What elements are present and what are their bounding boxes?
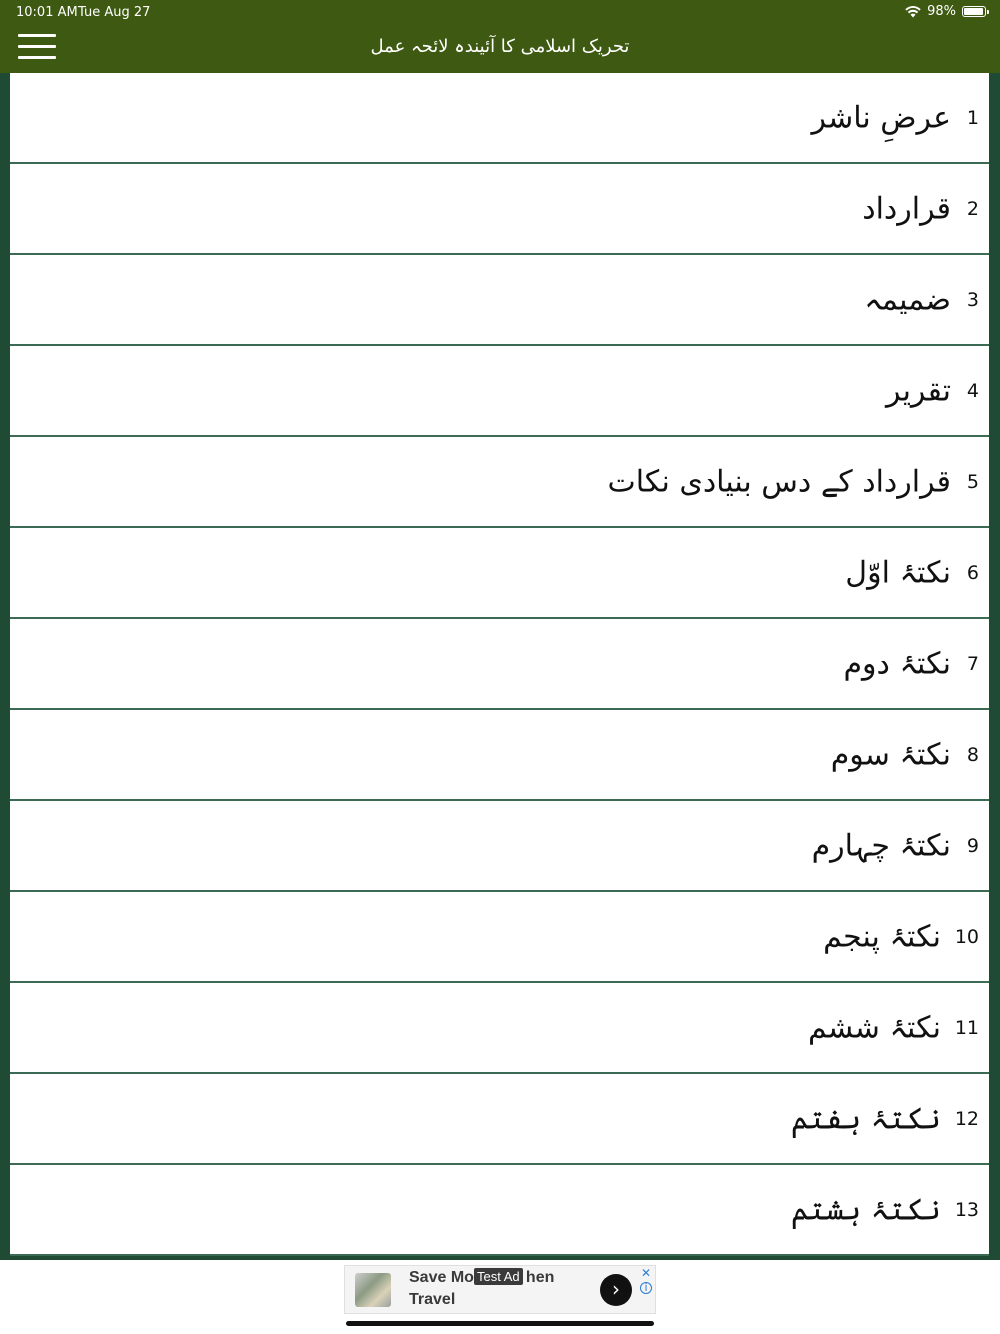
chapter-row-6[interactable]: [10, 528, 989, 619]
status-right: [905, 4, 986, 19]
chapter-title: نکتۂ اوّل: [845, 555, 951, 590]
chapter-number: 7: [966, 652, 979, 675]
chapter-title: نکتۂ سوم: [830, 737, 951, 772]
chapter-number: 3: [966, 288, 979, 311]
battery-icon: [962, 6, 986, 17]
chapter-title: قرارداد: [862, 191, 951, 226]
chapter-title: تقریر: [886, 373, 951, 408]
chapter-title: نکتۂ ہشتم: [790, 1192, 941, 1227]
chapter-row-2[interactable]: [10, 164, 989, 255]
status-date: Tue Aug 27: [78, 5, 151, 20]
chapter-number: 12: [954, 1107, 979, 1130]
test-ad-badge: Test Ad: [474, 1268, 523, 1285]
chapter-row-3[interactable]: [10, 255, 989, 346]
chapter-row-5[interactable]: [10, 437, 989, 528]
home-indicator[interactable]: [346, 1321, 654, 1326]
chapter-list-container[interactable]: [0, 73, 1000, 1260]
ad-headline: Save Mo hen: [409, 1269, 555, 1286]
status-bar: [0, 0, 1000, 24]
chapter-row-8[interactable]: [10, 710, 989, 801]
chapter-number: 6: [966, 561, 979, 584]
chapter-number: 9: [966, 834, 979, 857]
ad-headline-line2: Travel: [409, 1291, 456, 1308]
chapter-number: 2: [966, 197, 979, 220]
chapter-title: نکتۂ چہارم: [811, 828, 951, 863]
chapter-row-12[interactable]: [10, 1074, 989, 1165]
chevron-right-icon[interactable]: ›: [600, 1274, 632, 1306]
chapter-number: 1: [966, 106, 979, 129]
ad-image: [355, 1273, 391, 1307]
chapter-title: ضمیمہ: [864, 282, 951, 317]
chapter-number: 5: [966, 470, 979, 493]
chapter-number: 13: [954, 1198, 979, 1221]
chapter-row-13[interactable]: [10, 1165, 989, 1256]
chapter-title: نکتۂ دوم: [843, 646, 951, 681]
page-title: تحریک اسلامی کا آئیندہ لائحہ عمل: [370, 36, 630, 57]
chapter-row-7[interactable]: [10, 619, 989, 710]
chapter-title: قرارداد کے دس بنیادی نکات: [607, 464, 951, 499]
chapter-row-9[interactable]: [10, 801, 989, 892]
chapter-list: [10, 73, 989, 1256]
chapter-title: نکتۂ ششم: [808, 1010, 941, 1045]
chapter-number: 10: [954, 925, 979, 948]
chapter-title: نکتۂ پنجم: [823, 919, 941, 954]
chapter-row-10[interactable]: [10, 892, 989, 983]
info-icon[interactable]: i: [640, 1282, 652, 1294]
chapter-title: عرضِ ناشر: [811, 100, 951, 135]
nav-bar: [0, 24, 1000, 73]
chapter-number: 4: [966, 379, 979, 402]
chapter-row-4[interactable]: [10, 346, 989, 437]
chapter-row-11[interactable]: [10, 983, 989, 1074]
chapter-row-1[interactable]: [10, 73, 989, 164]
status-time: 10:01 AM: [16, 5, 78, 20]
chapter-number: 8: [966, 743, 979, 766]
wifi-icon: [905, 6, 921, 18]
ad-banner[interactable]: [344, 1265, 656, 1314]
close-icon[interactable]: ✕: [640, 1266, 651, 1280]
chapter-title: نکتۂ ہفتم: [790, 1101, 941, 1136]
battery-percent: 98%: [927, 4, 956, 19]
chapter-number: 11: [954, 1016, 979, 1039]
